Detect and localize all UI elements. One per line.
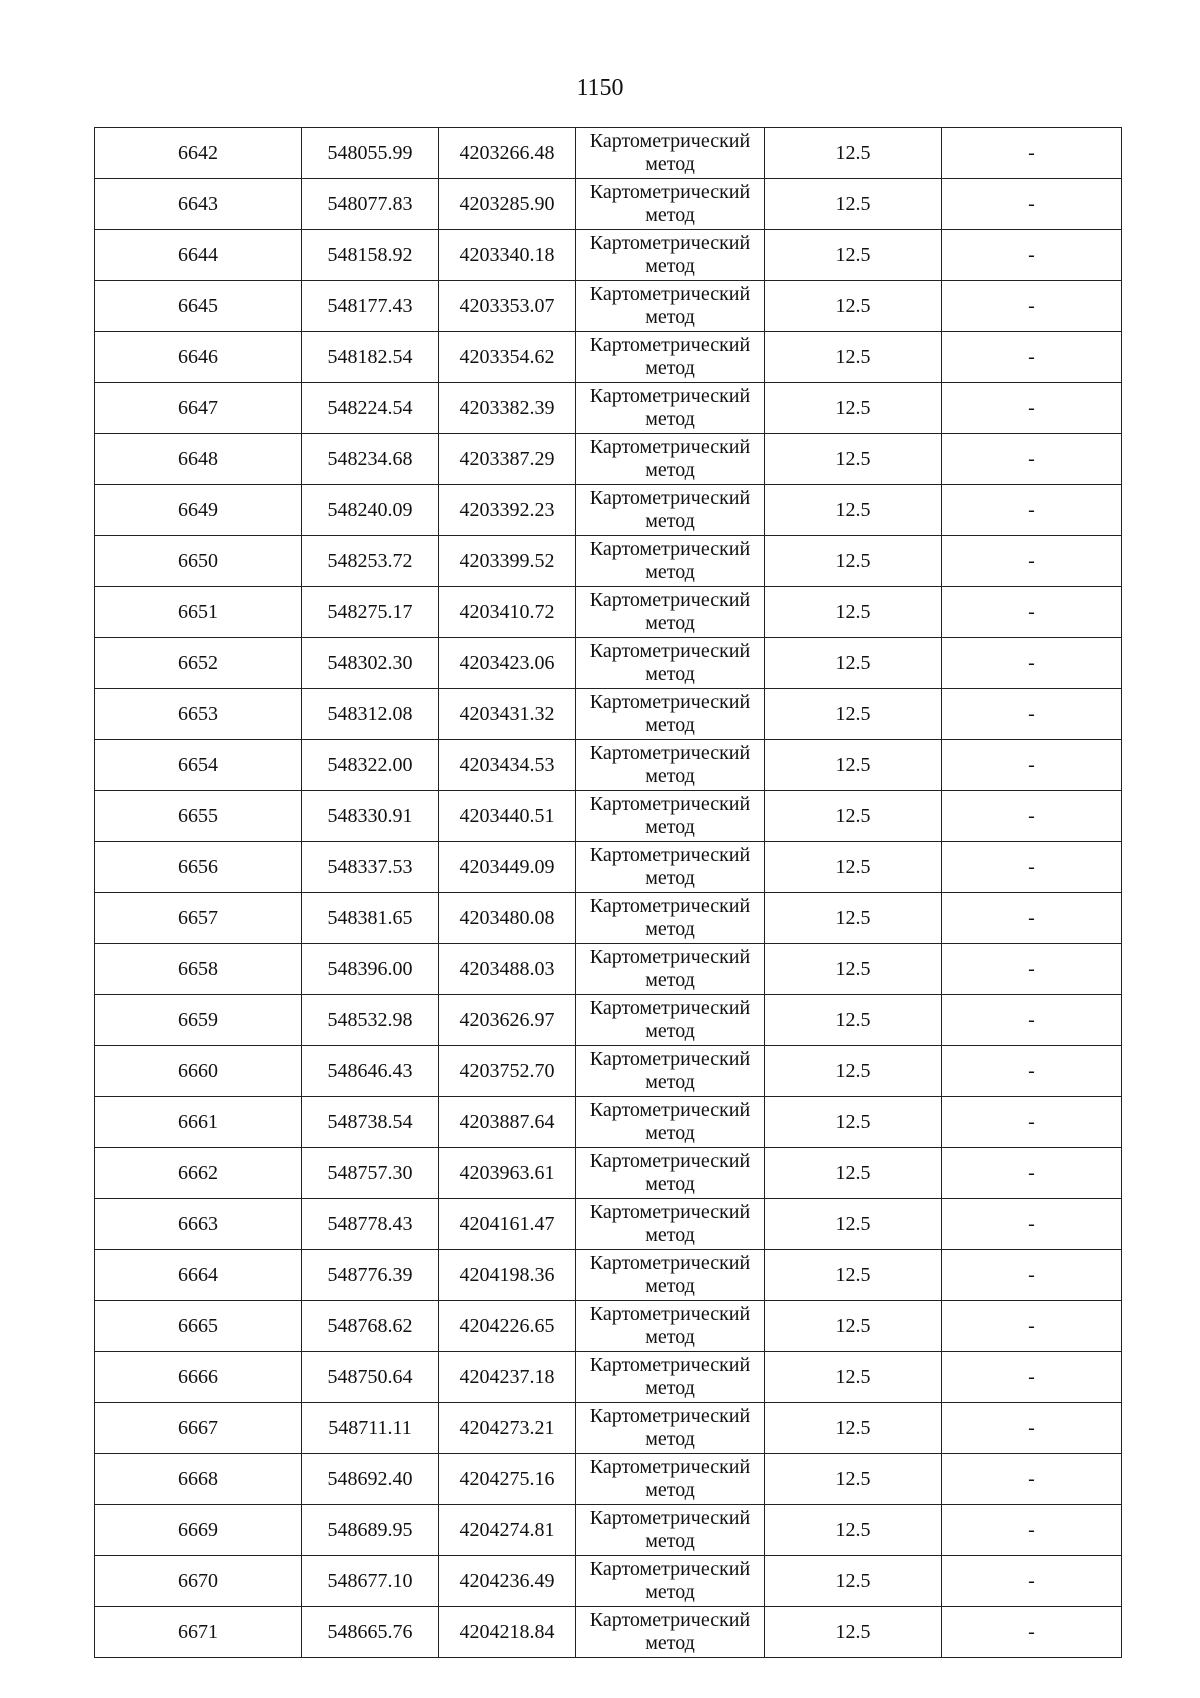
point-number-cell: 6643	[95, 179, 302, 230]
table-row	[95, 1250, 1122, 1301]
x-coordinate-cell: 548776.39	[302, 1250, 439, 1301]
note-cell: -	[942, 332, 1122, 383]
x-coordinate-cell: 548234.68	[302, 434, 439, 485]
note-cell: -	[942, 230, 1122, 281]
method-cell	[576, 1046, 765, 1097]
method-line-2: метод	[645, 816, 695, 838]
method-line-2: метод	[645, 1326, 695, 1348]
accuracy-cell: 12.5	[765, 383, 942, 434]
point-number-cell: 6651	[95, 587, 302, 638]
y-coordinate-cell: 4204236.49	[439, 1556, 576, 1607]
table-row	[95, 383, 1122, 434]
method-line-2: метод	[645, 1632, 695, 1654]
method-line-2: метод	[645, 1071, 695, 1093]
method-line-2: метод	[645, 1122, 695, 1144]
y-coordinate-cell: 4203440.51	[439, 791, 576, 842]
y-coordinate-cell: 4203387.29	[439, 434, 576, 485]
method-line-2: метод	[645, 1530, 695, 1552]
method-line-1: Картометрический	[589, 793, 751, 815]
method-cell	[576, 842, 765, 893]
table-row	[95, 230, 1122, 281]
x-coordinate-cell: 548750.64	[302, 1352, 439, 1403]
coordinates-table	[94, 127, 1122, 1658]
point-number-cell: 6671	[95, 1607, 302, 1658]
x-coordinate-cell: 548738.54	[302, 1097, 439, 1148]
x-coordinate-cell: 548177.43	[302, 281, 439, 332]
table-row	[95, 1097, 1122, 1148]
method-cell	[576, 1250, 765, 1301]
accuracy-cell: 12.5	[765, 1301, 942, 1352]
accuracy-cell: 12.5	[765, 1454, 942, 1505]
point-number-cell: 6654	[95, 740, 302, 791]
note-cell: -	[942, 179, 1122, 230]
page-number: 1150	[576, 75, 624, 101]
method-line-2: метод	[645, 1377, 695, 1399]
x-coordinate-cell: 548224.54	[302, 383, 439, 434]
note-cell: -	[942, 434, 1122, 485]
method-cell	[576, 1097, 765, 1148]
note-cell: -	[942, 1556, 1122, 1607]
method-line-1: Картометрический	[589, 385, 751, 407]
method-line-1: Картометрический	[589, 1507, 751, 1529]
point-number-cell: 6656	[95, 842, 302, 893]
table-row	[95, 179, 1122, 230]
point-number-cell: 6666	[95, 1352, 302, 1403]
table-row	[95, 689, 1122, 740]
point-number-cell: 6664	[95, 1250, 302, 1301]
note-cell: -	[942, 383, 1122, 434]
table-row	[95, 536, 1122, 587]
point-number-cell: 6660	[95, 1046, 302, 1097]
method-cell	[576, 434, 765, 485]
point-number-cell: 6659	[95, 995, 302, 1046]
method-cell	[576, 689, 765, 740]
y-coordinate-cell: 4203340.18	[439, 230, 576, 281]
table-row	[95, 1556, 1122, 1607]
table-row	[95, 1454, 1122, 1505]
table-row	[95, 1607, 1122, 1658]
accuracy-cell: 12.5	[765, 230, 942, 281]
method-line-2: метод	[645, 1173, 695, 1195]
accuracy-cell: 12.5	[765, 587, 942, 638]
note-cell: -	[942, 485, 1122, 536]
method-line-1: Картометрический	[589, 589, 751, 611]
accuracy-cell: 12.5	[765, 434, 942, 485]
method-cell	[576, 995, 765, 1046]
y-coordinate-cell: 4204226.65	[439, 1301, 576, 1352]
accuracy-cell: 12.5	[765, 1046, 942, 1097]
method-line-1: Картометрический	[589, 130, 751, 152]
method-cell	[576, 1148, 765, 1199]
method-line-1: Картометрический	[589, 1609, 751, 1631]
method-cell	[576, 1556, 765, 1607]
method-cell	[576, 944, 765, 995]
method-line-2: метод	[645, 357, 695, 379]
method-cell	[576, 332, 765, 383]
note-cell: -	[942, 128, 1122, 179]
note-cell: -	[942, 995, 1122, 1046]
table-row	[95, 1403, 1122, 1454]
table-body	[95, 128, 1122, 1658]
accuracy-cell: 12.5	[765, 689, 942, 740]
accuracy-cell: 12.5	[765, 1556, 942, 1607]
method-cell	[576, 1403, 765, 1454]
accuracy-cell: 12.5	[765, 1505, 942, 1556]
y-coordinate-cell: 4204273.21	[439, 1403, 576, 1454]
point-number-cell: 6662	[95, 1148, 302, 1199]
point-number-cell: 6648	[95, 434, 302, 485]
y-coordinate-cell: 4203423.06	[439, 638, 576, 689]
x-coordinate-cell: 548077.83	[302, 179, 439, 230]
x-coordinate-cell: 548055.99	[302, 128, 439, 179]
method-line-1: Картометрический	[589, 844, 751, 866]
note-cell: -	[942, 740, 1122, 791]
x-coordinate-cell: 548532.98	[302, 995, 439, 1046]
method-cell	[576, 485, 765, 536]
y-coordinate-cell: 4204161.47	[439, 1199, 576, 1250]
y-coordinate-cell: 4204218.84	[439, 1607, 576, 1658]
method-line-2: метод	[645, 612, 695, 634]
method-cell	[576, 281, 765, 332]
x-coordinate-cell: 548665.76	[302, 1607, 439, 1658]
note-cell: -	[942, 1352, 1122, 1403]
method-line-2: метод	[645, 306, 695, 328]
table-row	[95, 893, 1122, 944]
x-coordinate-cell: 548757.30	[302, 1148, 439, 1199]
accuracy-cell: 12.5	[765, 281, 942, 332]
method-line-1: Картометрический	[589, 742, 751, 764]
note-cell: -	[942, 1097, 1122, 1148]
y-coordinate-cell: 4203431.32	[439, 689, 576, 740]
method-line-2: метод	[645, 969, 695, 991]
point-number-cell: 6668	[95, 1454, 302, 1505]
note-cell: -	[942, 791, 1122, 842]
method-line-1: Картометрический	[589, 946, 751, 968]
note-cell: -	[942, 1148, 1122, 1199]
method-line-2: метод	[645, 918, 695, 940]
table-row	[95, 128, 1122, 179]
accuracy-cell: 12.5	[765, 842, 942, 893]
x-coordinate-cell: 548158.92	[302, 230, 439, 281]
point-number-cell: 6661	[95, 1097, 302, 1148]
note-cell: -	[942, 536, 1122, 587]
note-cell: -	[942, 1250, 1122, 1301]
note-cell: -	[942, 1454, 1122, 1505]
method-line-1: Картометрический	[589, 895, 751, 917]
method-line-1: Картометрический	[589, 640, 751, 662]
method-line-1: Картометрический	[589, 538, 751, 560]
method-cell	[576, 893, 765, 944]
accuracy-cell: 12.5	[765, 1250, 942, 1301]
method-line-2: метод	[645, 867, 695, 889]
y-coordinate-cell: 4203392.23	[439, 485, 576, 536]
x-coordinate-cell: 548711.11	[302, 1403, 439, 1454]
y-coordinate-cell: 4203449.09	[439, 842, 576, 893]
method-line-1: Картометрический	[589, 1558, 751, 1580]
point-number-cell: 6650	[95, 536, 302, 587]
x-coordinate-cell: 548689.95	[302, 1505, 439, 1556]
x-coordinate-cell: 548275.17	[302, 587, 439, 638]
point-number-cell: 6644	[95, 230, 302, 281]
accuracy-cell: 12.5	[765, 638, 942, 689]
x-coordinate-cell: 548677.10	[302, 1556, 439, 1607]
point-number-cell: 6642	[95, 128, 302, 179]
method-line-1: Картометрический	[589, 1150, 751, 1172]
note-cell: -	[942, 1403, 1122, 1454]
method-cell	[576, 1199, 765, 1250]
point-number-cell: 6646	[95, 332, 302, 383]
y-coordinate-cell: 4203480.08	[439, 893, 576, 944]
table-row	[95, 995, 1122, 1046]
method-line-1: Картометрический	[589, 1303, 751, 1325]
accuracy-cell: 12.5	[765, 1199, 942, 1250]
method-line-1: Картометрический	[589, 181, 751, 203]
point-number-cell: 6647	[95, 383, 302, 434]
table-row	[95, 638, 1122, 689]
method-cell	[576, 536, 765, 587]
y-coordinate-cell: 4204198.36	[439, 1250, 576, 1301]
note-cell: -	[942, 1199, 1122, 1250]
point-number-cell: 6667	[95, 1403, 302, 1454]
method-cell	[576, 740, 765, 791]
method-cell	[576, 179, 765, 230]
note-cell: -	[942, 638, 1122, 689]
note-cell: -	[942, 842, 1122, 893]
x-coordinate-cell: 548396.00	[302, 944, 439, 995]
table-row	[95, 1301, 1122, 1352]
method-line-1: Картометрический	[589, 283, 751, 305]
accuracy-cell: 12.5	[765, 791, 942, 842]
accuracy-cell: 12.5	[765, 179, 942, 230]
y-coordinate-cell: 4203285.90	[439, 179, 576, 230]
method-cell	[576, 791, 765, 842]
y-coordinate-cell: 4203354.62	[439, 332, 576, 383]
y-coordinate-cell: 4204274.81	[439, 1505, 576, 1556]
method-cell	[576, 1301, 765, 1352]
method-line-1: Картометрический	[589, 1099, 751, 1121]
table-row	[95, 281, 1122, 332]
method-line-2: метод	[645, 408, 695, 430]
method-line-2: метод	[645, 204, 695, 226]
table-row	[95, 1505, 1122, 1556]
y-coordinate-cell: 4203626.97	[439, 995, 576, 1046]
method-line-2: метод	[645, 255, 695, 277]
x-coordinate-cell: 548778.43	[302, 1199, 439, 1250]
point-number-cell: 6653	[95, 689, 302, 740]
method-line-1: Картометрический	[589, 487, 751, 509]
table-row	[95, 944, 1122, 995]
x-coordinate-cell: 548646.43	[302, 1046, 439, 1097]
method-cell	[576, 587, 765, 638]
point-number-cell: 6665	[95, 1301, 302, 1352]
method-line-1: Картометрический	[589, 997, 751, 1019]
y-coordinate-cell: 4203887.64	[439, 1097, 576, 1148]
accuracy-cell: 12.5	[765, 893, 942, 944]
method-line-1: Картометрический	[589, 1405, 751, 1427]
note-cell: -	[942, 1301, 1122, 1352]
x-coordinate-cell: 548240.09	[302, 485, 439, 536]
y-coordinate-cell: 4203410.72	[439, 587, 576, 638]
point-number-cell: 6645	[95, 281, 302, 332]
x-coordinate-cell: 548768.62	[302, 1301, 439, 1352]
y-coordinate-cell: 4203963.61	[439, 1148, 576, 1199]
x-coordinate-cell: 548337.53	[302, 842, 439, 893]
method-cell	[576, 638, 765, 689]
note-cell: -	[942, 944, 1122, 995]
accuracy-cell: 12.5	[765, 536, 942, 587]
accuracy-cell: 12.5	[765, 944, 942, 995]
table-row	[95, 842, 1122, 893]
x-coordinate-cell: 548381.65	[302, 893, 439, 944]
table-row	[95, 434, 1122, 485]
method-cell	[576, 383, 765, 434]
method-line-1: Картометрический	[589, 334, 751, 356]
y-coordinate-cell: 4204275.16	[439, 1454, 576, 1505]
method-cell	[576, 1352, 765, 1403]
method-line-2: метод	[645, 1275, 695, 1297]
accuracy-cell: 12.5	[765, 1352, 942, 1403]
point-number-cell: 6649	[95, 485, 302, 536]
y-coordinate-cell: 4203434.53	[439, 740, 576, 791]
note-cell: -	[942, 1505, 1122, 1556]
method-line-2: метод	[645, 153, 695, 175]
method-cell	[576, 1505, 765, 1556]
method-line-2: метод	[645, 1479, 695, 1501]
table-row	[95, 485, 1122, 536]
method-cell	[576, 1607, 765, 1658]
y-coordinate-cell: 4203399.52	[439, 536, 576, 587]
x-coordinate-cell: 548302.30	[302, 638, 439, 689]
method-line-2: метод	[645, 1224, 695, 1246]
method-line-1: Картометрический	[589, 436, 751, 458]
method-line-1: Картометрический	[589, 1201, 751, 1223]
method-line-2: метод	[645, 765, 695, 787]
point-number-cell: 6670	[95, 1556, 302, 1607]
y-coordinate-cell: 4203382.39	[439, 383, 576, 434]
y-coordinate-cell: 4203752.70	[439, 1046, 576, 1097]
x-coordinate-cell: 548312.08	[302, 689, 439, 740]
method-cell	[576, 1454, 765, 1505]
method-line-2: метод	[645, 510, 695, 532]
x-coordinate-cell: 548322.00	[302, 740, 439, 791]
note-cell: -	[942, 281, 1122, 332]
accuracy-cell: 12.5	[765, 128, 942, 179]
y-coordinate-cell: 4203353.07	[439, 281, 576, 332]
table-row	[95, 791, 1122, 842]
point-number-cell: 6663	[95, 1199, 302, 1250]
point-number-cell: 6669	[95, 1505, 302, 1556]
table-row	[95, 1046, 1122, 1097]
accuracy-cell: 12.5	[765, 332, 942, 383]
table-row	[95, 1199, 1122, 1250]
method-cell	[576, 128, 765, 179]
method-line-1: Картометрический	[589, 232, 751, 254]
accuracy-cell: 12.5	[765, 740, 942, 791]
accuracy-cell: 12.5	[765, 1403, 942, 1454]
method-line-2: метод	[645, 663, 695, 685]
point-number-cell: 6652	[95, 638, 302, 689]
y-coordinate-cell: 4203488.03	[439, 944, 576, 995]
method-line-2: метод	[645, 1581, 695, 1603]
method-line-2: метод	[645, 1428, 695, 1450]
method-line-2: метод	[645, 1020, 695, 1042]
note-cell: -	[942, 689, 1122, 740]
point-number-cell: 6657	[95, 893, 302, 944]
method-cell	[576, 230, 765, 281]
method-line-1: Картометрический	[589, 691, 751, 713]
method-line-2: метод	[645, 561, 695, 583]
method-line-2: метод	[645, 714, 695, 736]
x-coordinate-cell: 548253.72	[302, 536, 439, 587]
table-row	[95, 740, 1122, 791]
point-number-cell: 6655	[95, 791, 302, 842]
method-line-1: Картометрический	[589, 1252, 751, 1274]
accuracy-cell: 12.5	[765, 1148, 942, 1199]
note-cell: -	[942, 893, 1122, 944]
table-row	[95, 332, 1122, 383]
x-coordinate-cell: 548330.91	[302, 791, 439, 842]
accuracy-cell: 12.5	[765, 995, 942, 1046]
accuracy-cell: 12.5	[765, 1097, 942, 1148]
method-line-1: Картометрический	[589, 1048, 751, 1070]
point-number-cell: 6658	[95, 944, 302, 995]
method-line-1: Картометрический	[589, 1354, 751, 1376]
table-row	[95, 587, 1122, 638]
note-cell: -	[942, 587, 1122, 638]
accuracy-cell: 12.5	[765, 485, 942, 536]
accuracy-cell: 12.5	[765, 1607, 942, 1658]
x-coordinate-cell: 548692.40	[302, 1454, 439, 1505]
x-coordinate-cell: 548182.54	[302, 332, 439, 383]
table-row	[95, 1352, 1122, 1403]
method-line-1: Картометрический	[589, 1456, 751, 1478]
note-cell: -	[942, 1046, 1122, 1097]
method-line-2: метод	[645, 459, 695, 481]
note-cell: -	[942, 1607, 1122, 1658]
y-coordinate-cell: 4203266.48	[439, 128, 576, 179]
table-row	[95, 1148, 1122, 1199]
y-coordinate-cell: 4204237.18	[439, 1352, 576, 1403]
